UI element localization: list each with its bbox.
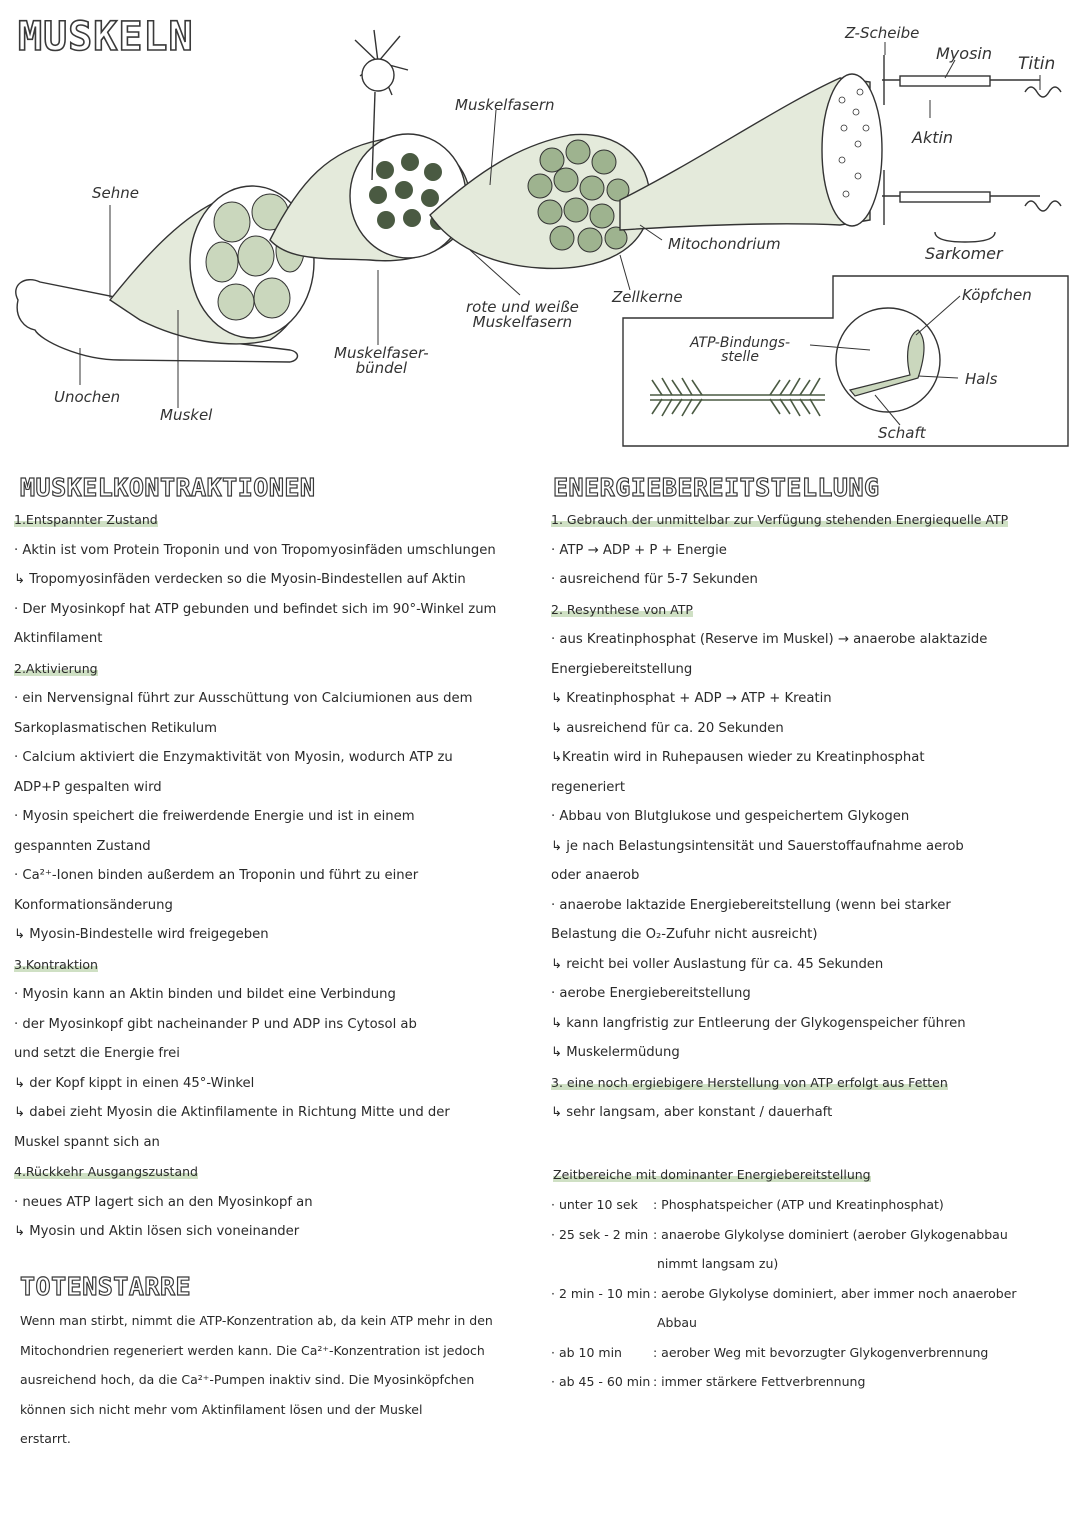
kontraktion-line	[14, 565, 534, 595]
label-aktin: Aktin	[912, 128, 954, 147]
zeit-list	[551, 1190, 1076, 1397]
energie-title: ENERGIEBEREITSTELLUNG	[553, 473, 880, 502]
energie-line-text: ↳ Kreatinphosphat + ADP → ATP + Kreatin	[551, 691, 832, 706]
energie-line	[551, 832, 1076, 862]
label-atp-bindungsstelle: ATP-Bindungs- stelle	[690, 335, 791, 365]
myosin-head-zoom	[836, 308, 940, 412]
kontraktion-line	[14, 920, 534, 950]
kontraktion-title: MUSKELKONTRAKTIONEN	[20, 473, 316, 502]
page-title: MUSKELN	[18, 14, 194, 60]
energie-line	[551, 595, 1076, 626]
energie-line	[551, 684, 1076, 714]
zeit-row	[551, 1220, 1076, 1250]
muscle-diagram	[0, 0, 1080, 460]
zeit-range: · unter 10 sek	[551, 1197, 638, 1212]
zeit-desc: nimmt langsam zu)	[653, 1256, 779, 1271]
kontraktion-line	[14, 624, 534, 654]
totenstarre-line-text: können sich nicht mehr vom Aktinfilament lösen und der Muskel	[20, 1401, 423, 1417]
kontraktion-line	[14, 684, 534, 714]
kontraktion-line-text: · ein Nervensignal führt zur Ausschüttung von Calciumionen aus dem	[14, 691, 473, 706]
label-knochen: Unochen	[54, 388, 121, 406]
totenstarre-line-text: ausreichend hoch, da die Ca²⁺-Pumpen inaktiv sind. Die Myosinköpfchen	[20, 1372, 475, 1387]
kontraktion-line	[14, 950, 534, 981]
energie-line-text: ↳Kreatin wird in Ruhepausen wieder zu Kreatinphosphat	[551, 750, 925, 765]
zeit-heading: Zeitbereiche mit dominanter Energiebereitstellung	[553, 1167, 871, 1182]
energie-line-text: regeneriert	[551, 779, 625, 795]
energie-line-text: · Abbau von Blutglukose und gespeichertem Glykogen	[551, 809, 910, 824]
zeit-row	[551, 1367, 1076, 1397]
totenstarre-line	[20, 1395, 540, 1425]
kontraktion-line	[14, 1098, 534, 1128]
zeit-range: · ab 45 - 60 min	[551, 1374, 651, 1389]
kontraktion-line-text: · Ca²⁺-Ionen binden außerdem an Troponin und führt zu einer	[14, 868, 419, 883]
energie-line	[551, 861, 1076, 891]
zeit-desc: Abbau	[653, 1315, 697, 1330]
energie-line-text: · ATP → ADP + P + Energie	[551, 542, 727, 558]
kontraktion-line-text: gespannten Zustand	[14, 838, 151, 854]
totenstarre-line	[20, 1306, 540, 1336]
energie-line-text: · anaerobe laktazide Energiebereitstellung (wenn bei starker	[551, 897, 951, 913]
kontraktion-line-text: · Myosin kann an Aktin binden und bildet eine Verbindung	[14, 987, 396, 1002]
totenstarre-line	[20, 1424, 540, 1454]
kontraktion-line	[14, 1157, 534, 1188]
label-sarkomer: Sarkomer	[925, 244, 1003, 263]
zeit-row	[551, 1338, 1076, 1368]
kontraktion-line-text: ↳ Myosin-Bindestelle wird freigegeben	[14, 927, 269, 942]
kontraktion-line	[14, 1069, 534, 1099]
kontraktion-line-text: 4.Rückkehr Ausgangszustand	[14, 1164, 198, 1179]
kontraktion-line-text: · Myosin speichert die freiwerdende Energie und ist in einem	[14, 809, 415, 824]
zeit-desc: : immer stärkere Fettverbrennung	[653, 1374, 866, 1389]
kontraktion-line-text: 1.Entspannter Zustand	[14, 512, 158, 527]
energie-line	[551, 655, 1076, 685]
label-zellkerne: Zellkerne	[612, 288, 683, 306]
kontraktion-line	[14, 802, 534, 832]
energie-line-text: ↳ sehr langsam, aber konstant / dauerhaft	[551, 1105, 833, 1120]
kontraktion-line-text: · neues ATP lagert sich an den Myosinkopf an	[14, 1194, 313, 1210]
kontraktion-line	[14, 832, 534, 862]
energie-line	[551, 1038, 1076, 1068]
totenstarre-line-text: erstarrt.	[20, 1431, 71, 1446]
energie-line	[551, 625, 1076, 655]
energie-line	[551, 1068, 1076, 1099]
kontraktion-line	[14, 743, 534, 773]
kontraktion-line	[14, 891, 534, 921]
energie-line	[551, 505, 1076, 536]
label-rote-weisse: rote und weiße Muskelfasern	[466, 298, 579, 331]
kontraktion-line	[14, 595, 534, 625]
kontraktion-text	[14, 505, 534, 1247]
zeit-row	[551, 1249, 1076, 1279]
kontraktion-line	[14, 714, 534, 744]
zeit-desc: : aerober Weg mit bevorzugter Glykogenverbrennung	[653, 1344, 989, 1360]
kontraktion-line-text: Aktinfilament	[14, 631, 103, 646]
kontraktion-line-text: ↳ dabei zieht Myosin die Aktinfilamente in Richtung Mitte und der	[14, 1105, 450, 1120]
label-muskelfasern: Muskelfasern	[455, 96, 555, 114]
totenstarre-line	[20, 1365, 540, 1395]
totenstarre-line-text: Wenn man stirbt, nimmt die ATP-Konzentration ab, da kein ATP mehr in den	[20, 1313, 493, 1328]
kontraktion-line-text: · Der Myosinkopf hat ATP gebunden und befindet sich im 90°-Winkel zum	[14, 601, 497, 617]
kontraktion-line	[14, 536, 534, 566]
energie-text	[551, 505, 1076, 1128]
kontraktion-line-text: · der Myosinkopf gibt nacheinander P und ADP ins Cytosol ab	[14, 1016, 417, 1032]
label-hals: Hals	[965, 370, 998, 388]
energie-line-text: ↳ je nach Belastungsintensität und Sauerstoffaufnahme aerob	[551, 838, 964, 854]
kontraktion-line	[14, 1188, 534, 1218]
energie-line-text: · aerobe Energiebereitstellung	[551, 986, 751, 1001]
zeit-desc: : Phosphatspeicher (ATP und Kreatinphosphat)	[653, 1197, 944, 1212]
kontraktion-line-text: Konformationsänderung	[14, 897, 173, 913]
kontraktion-line	[14, 1010, 534, 1040]
zeit-range: · 2 min - 10 min	[551, 1285, 651, 1301]
label-schaft: Schaft	[878, 424, 926, 442]
label-titin: Titin	[1018, 54, 1056, 74]
label-mitochondrium: Mitochondrium	[668, 235, 781, 253]
energie-line	[551, 950, 1076, 980]
kontraktion-line	[14, 773, 534, 803]
zeit-title	[553, 1160, 871, 1190]
energie-line	[551, 1098, 1076, 1128]
totenstarre-title: TOTENSTARRE	[20, 1272, 192, 1301]
myofibril-cross-section	[822, 74, 882, 226]
kontraktion-line	[14, 654, 534, 685]
label-z-scheibe: Z-Scheibe	[845, 24, 920, 42]
kontraktion-line-text: ↳ Myosin und Aktin lösen sich voneinander	[14, 1224, 300, 1239]
kontraktion-line	[14, 980, 534, 1010]
label-myosin: Myosin	[936, 44, 992, 63]
zeit-desc: : aerobe Glykolyse dominiert, aber immer noch anaerober	[653, 1285, 1017, 1301]
zeit-row	[551, 1308, 1076, 1338]
kontraktion-line	[14, 861, 534, 891]
zeit-row	[551, 1279, 1076, 1309]
energie-line	[551, 1009, 1076, 1039]
energie-line-text: oder anaerob	[551, 868, 640, 883]
energie-line	[551, 714, 1076, 744]
zeit-desc: : anaerobe Glykolyse dominiert (aerober Glykogenabbau	[653, 1226, 1008, 1242]
kontraktion-line	[14, 1128, 534, 1158]
sarcomere	[882, 55, 1061, 242]
energie-line	[551, 743, 1076, 773]
energie-line	[551, 920, 1076, 950]
kontraktion-line-text: Sarkoplasmatischen Retikulum	[14, 720, 217, 736]
energie-line-text: 2. Resynthese von ATP	[551, 601, 693, 617]
energie-line	[551, 773, 1076, 803]
energie-line-text: ↳ reicht bei voller Auslastung für ca. 45 Sekunden	[551, 956, 884, 972]
energie-line-text: ↳ ausreichend für ca. 20 Sekunden	[551, 720, 784, 736]
energie-line-text: 1. Gebrauch der unmittelbar zur Verfügung stehenden Energiequelle ATP	[551, 512, 1009, 527]
energie-line-text: ↳ Muskelermüdung	[551, 1045, 680, 1060]
kontraktion-line	[14, 1039, 534, 1069]
zeit-range: · ab 10 min	[551, 1344, 622, 1360]
kontraktion-line-text: Muskel spannt sich an	[14, 1134, 160, 1150]
zeit-row	[551, 1190, 1076, 1220]
kontraktion-line	[14, 1217, 534, 1247]
totenstarre-line-text: Mitochondrien regeneriert werden kann. Die Ca²⁺-Konzentration ist jedoch	[20, 1342, 485, 1358]
kontraktion-line-text: 3.Kontraktion	[14, 956, 98, 972]
energie-line	[551, 891, 1076, 921]
label-sehne: Sehne	[92, 184, 139, 202]
totenstarre-line	[20, 1336, 540, 1366]
zeit-range: · 25 sek - 2 min	[551, 1226, 649, 1242]
kontraktion-line	[14, 505, 534, 536]
energie-line	[551, 979, 1076, 1009]
energie-line-text: 3. eine noch ergiebigere Herstellung von ATP erfolgt aus Fetten	[551, 1074, 948, 1090]
energie-line	[551, 536, 1076, 566]
label-muskel: Muskel	[160, 406, 213, 424]
kontraktion-line-text: ADP+P gespalten wird	[14, 779, 162, 795]
energie-line-text: Energiebereitstellung	[551, 661, 693, 677]
energie-line-text: · ausreichend für 5-7 Sekunden	[551, 572, 758, 587]
kontraktion-line-text: 2.Aktivierung	[14, 660, 98, 676]
kontraktion-line-text: ↳ der Kopf kippt in einen 45°-Winkel	[14, 1075, 255, 1091]
kontraktion-line-text: ↳ Tropomyosinfäden verdecken so die Myosin-Bindestellen auf Aktin	[14, 572, 466, 587]
kontraktion-line-text: · Aktin ist vom Protein Troponin und von Tropomyosinfäden umschlungen	[14, 542, 496, 558]
energie-line-text: ↳ kann langfristig zur Entleerung der Glykogenspeicher führen	[551, 1015, 966, 1031]
energie-line	[551, 565, 1076, 595]
kontraktion-line-text: · Calcium aktiviert die Enzymaktivität von Myosin, wodurch ATP zu	[14, 750, 453, 765]
kontraktion-line-text: und setzt die Energie frei	[14, 1046, 180, 1061]
label-muskelfaserbuendel: Muskelfaser- bündel	[334, 344, 429, 377]
energie-line-text: · aus Kreatinphosphat (Reserve im Muskel) → anaerobe alaktazide	[551, 632, 988, 647]
energie-line-text: Belastung die O₂-Zufuhr nicht ausreicht)	[551, 927, 818, 942]
totenstarre-text	[20, 1306, 540, 1454]
label-koepfchen: Köpfchen	[962, 286, 1032, 304]
energie-line	[551, 802, 1076, 832]
